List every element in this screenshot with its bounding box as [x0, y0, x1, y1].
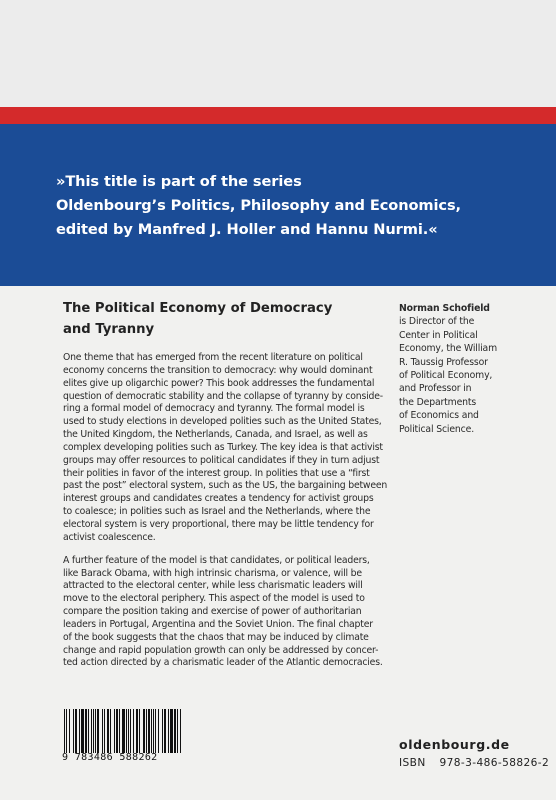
isbn-number: 978-3-486-58826-2: [439, 757, 550, 769]
barcode-bar: [133, 709, 134, 753]
paragraph-2: [63, 555, 399, 671]
barcode-bar: [69, 709, 70, 753]
barcode-bar: [180, 709, 181, 753]
barcode-bar: [114, 709, 115, 753]
author-bio-line: the Departments: [399, 396, 477, 408]
barcode-bar: [93, 709, 94, 753]
barcode-bar: [122, 709, 125, 753]
barcode-bar: [146, 709, 147, 753]
text-line: question of democratic stability and the collapse of tyranny by conside-: [63, 390, 383, 402]
barcode-bar: [162, 709, 163, 753]
barcode-digits: 9 783486 588262: [62, 752, 158, 763]
text-line: complex developing polities such as Turkey. The key idea is that activist: [63, 441, 383, 453]
book-title-line: The Political Economy of Democracy: [63, 301, 333, 316]
barcode-bar: [81, 709, 84, 753]
barcode-bar: [104, 709, 105, 753]
author-bio-line: Economy, the William: [399, 343, 498, 355]
barcode-bar: [153, 709, 154, 753]
text-line: ring a formal model of democracy and tyranny. The formal model is: [63, 403, 365, 415]
author-bio-line: of Political Economy,: [399, 370, 493, 382]
barcode-bar: [126, 709, 127, 753]
author-bio-line: R. Taussig Professor: [399, 356, 488, 368]
barcode-bar: [119, 709, 120, 753]
author-bio-line: and Professor in: [399, 383, 472, 395]
barcode-bar: [88, 709, 89, 753]
text-line: ted action directed by a charismatic leader of the Atlantic democracies.: [63, 657, 383, 669]
text-line: their polities in favor of the interest group. In polities that use a “first: [63, 467, 370, 479]
author-bio-line: is Director of the: [399, 316, 475, 328]
isbn-label: ISBN: [399, 757, 426, 769]
barcode-bar: [148, 709, 150, 753]
text-line: A further feature of the model is that candidates, or political leaders,: [63, 554, 370, 566]
text-line: economy concerns the transition to democracy: why would dominant: [63, 364, 373, 376]
text-line: interest groups and candidates creates a tendency for activist groups: [63, 493, 374, 505]
book-title-line: and Tyranny: [63, 322, 155, 337]
series-note-line: »This title is part of the series: [56, 173, 302, 190]
book-title: [63, 298, 383, 340]
text-line: activist coalescence.: [63, 531, 156, 543]
barcode-bar: [128, 709, 129, 753]
barcode-bar: [97, 709, 99, 753]
text-line: of the book suggests that the chaos that may be induced by climate: [63, 631, 369, 643]
barcode-bar: [73, 709, 74, 753]
text-line: One theme that has emerged from the recent literature on political: [63, 352, 363, 363]
barcode-bar: [107, 709, 109, 753]
series-note-line: edited by Manfred J. Holler and Hannu Nurmi.«: [56, 221, 438, 238]
top-band: [0, 0, 556, 107]
barcode-bar: [130, 709, 131, 753]
author-bio-line: Center in Political: [399, 329, 478, 341]
barcode-bar: [164, 709, 166, 753]
barcode-bar: [139, 709, 140, 753]
isbn-line: [399, 757, 549, 769]
series-note: [56, 170, 526, 242]
text-line: change and rapid population growth can only be addressed by concer-: [63, 644, 379, 656]
barcode-bar: [136, 709, 138, 753]
text-line: elites give up oligarchic power? This book addresses the fundamental: [63, 377, 375, 389]
text-line: like Barack Obama, with high intrinsic charisma, or valence, will be: [63, 567, 362, 579]
text-line: attracted to the electoral center, while less charismatic leaders will: [63, 580, 363, 592]
barcode-bar: [102, 709, 103, 753]
barcode: [62, 709, 184, 773]
barcode-bar: [110, 709, 111, 753]
barcode-bars: [62, 709, 184, 753]
barcode-bar: [170, 709, 173, 753]
book-description: [63, 352, 399, 670]
barcode-bar: [66, 709, 67, 753]
barcode-bar: [116, 709, 118, 753]
barcode-bar: [64, 709, 65, 753]
series-note-line: Oldenbourg’s Politics, Philosophy and Economics,: [56, 197, 462, 214]
red-stripe: [0, 107, 556, 124]
barcode-bar: [155, 709, 156, 753]
publisher-url[interactable]: oldenbourg.de: [399, 737, 510, 752]
barcode-bar: [85, 709, 87, 753]
author-bio: [399, 302, 539, 436]
barcode-bar: [174, 709, 176, 753]
text-line: to coalesce; in polities such as Israel and the Netherlands, where the: [63, 506, 371, 518]
barcode-bar: [95, 709, 96, 753]
barcode-bar: [158, 709, 159, 753]
barcode-bar: [151, 709, 152, 753]
text-line: electoral system is very proportional, there may be little tendency for: [63, 518, 374, 530]
paragraph-1: [63, 352, 399, 545]
text-line: compare the position taking and exercise of power of authoritarian: [63, 606, 362, 618]
barcode-bar: [75, 709, 77, 753]
author-name: Norman Schofield: [399, 303, 490, 314]
text-line: the United Kingdom, the Netherlands, Canada, and Israel, as well as: [63, 429, 368, 441]
author-bio-line: of Economics and: [399, 410, 479, 422]
barcode-bar: [168, 709, 169, 753]
text-line: leaders in Portugal, Argentina and the Soviet Union. The final chapter: [63, 618, 373, 630]
barcode-bar: [177, 709, 178, 753]
text-line: move to the electoral periphery. This aspect of the model is used to: [63, 593, 365, 605]
author-bio-line: Political Science.: [399, 423, 474, 435]
barcode-bar: [91, 709, 92, 753]
text-line: groups may offer resources to political candidates if they in turn adjust: [63, 454, 380, 466]
text-line: past the post” electoral system, such as the US, the bargaining between: [63, 480, 388, 492]
barcode-bar: [143, 709, 145, 753]
barcode-bar: [79, 709, 80, 753]
text-line: used to study elections in developed polities such as the United States,: [63, 416, 382, 428]
